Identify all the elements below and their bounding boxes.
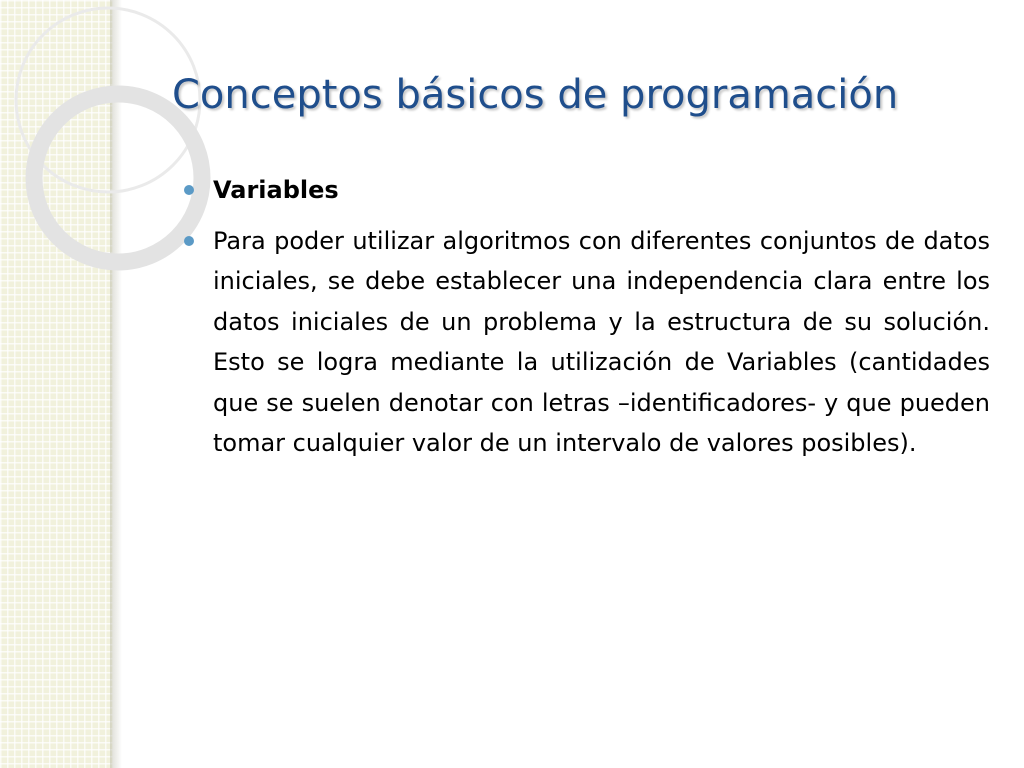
bullet-paragraph: Para poder utilizar algoritmos con diferentes conjuntos de datos iniciales, se debe establecer una independencia clara entre los datos iniciales de un problema y la estructura de su solución. Esto se logra mediante la utilización de Variables (cantidades que se suelen denotar con letras –identificadores- y que pueden tomar cualquier valor de un intervalo de valores posibles). bbox=[213, 226, 990, 457]
bullet-item-description bbox=[184, 221, 990, 464]
bullet-icon bbox=[184, 236, 194, 246]
bullet-item-variables bbox=[184, 170, 990, 211]
bullet-list bbox=[184, 170, 990, 464]
bullet-icon bbox=[184, 185, 194, 195]
slide-title: Conceptos básicos de programación bbox=[172, 72, 899, 118]
decorative-rings bbox=[0, 0, 160, 280]
bullet-heading: Variables bbox=[213, 176, 339, 204]
